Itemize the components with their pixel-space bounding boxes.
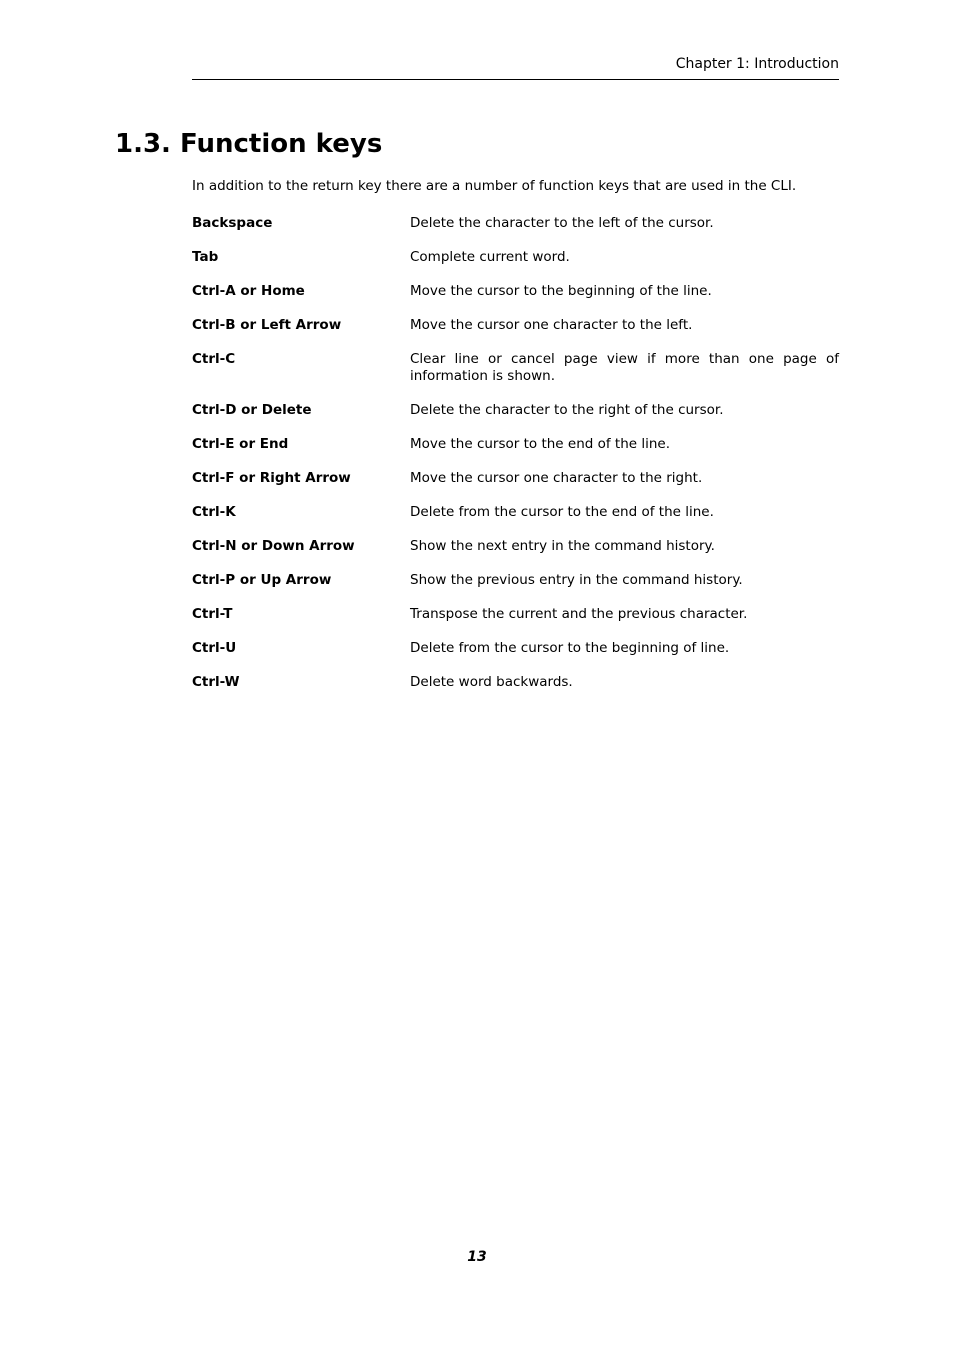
key-description: Clear line or cancel page view if more than one page of information is shown. <box>410 351 839 384</box>
key-row <box>192 470 839 487</box>
key-name: Ctrl-F or Right Arrow <box>192 470 351 486</box>
key-row <box>192 402 839 419</box>
key-row <box>192 504 839 521</box>
key-description: Show the previous entry in the command history. <box>410 572 743 588</box>
key-row <box>192 674 839 691</box>
intro-paragraph: In addition to the return key there are a number of function keys that are used in the CLI. <box>192 178 797 194</box>
key-row <box>192 606 839 623</box>
key-name: Ctrl-P or Up Arrow <box>192 572 332 588</box>
function-key-list <box>192 215 839 708</box>
key-description: Move the cursor one character to the left. <box>410 317 693 333</box>
key-row <box>192 215 839 232</box>
key-description: Complete current word. <box>410 249 570 265</box>
key-description: Move the cursor one character to the right. <box>410 470 703 486</box>
key-name: Ctrl-C <box>192 351 236 367</box>
key-name: Ctrl-T <box>192 606 233 622</box>
key-name: Ctrl-D or Delete <box>192 402 312 418</box>
chapter-title: Chapter 1: Introduction <box>675 56 839 72</box>
key-row <box>192 283 839 300</box>
key-description: Move the cursor to the beginning of the line. <box>410 283 712 299</box>
key-name: Tab <box>192 249 219 265</box>
key-name: Ctrl-A or Home <box>192 283 305 299</box>
key-row <box>192 572 839 589</box>
key-description: Transpose the current and the previous character. <box>410 606 748 622</box>
key-name: Ctrl-U <box>192 640 237 656</box>
key-name: Backspace <box>192 215 273 231</box>
key-description: Show the next entry in the command history. <box>410 538 715 554</box>
key-row <box>192 351 839 385</box>
key-description: Delete from the cursor to the end of the line. <box>410 504 714 520</box>
key-description: Delete the character to the right of the cursor. <box>410 402 724 418</box>
page-number: 13 <box>467 1249 487 1265</box>
key-row <box>192 436 839 453</box>
key-description: Move the cursor to the end of the line. <box>410 436 671 452</box>
key-description: Delete word backwards. <box>410 674 573 690</box>
section-title: 1.3. Function keys <box>115 129 383 159</box>
page-header <box>192 52 839 80</box>
key-row <box>192 317 839 334</box>
key-row <box>192 640 839 657</box>
key-description: Delete from the cursor to the beginning of line. <box>410 640 730 656</box>
key-row <box>192 249 839 266</box>
key-name: Ctrl-B or Left Arrow <box>192 317 342 333</box>
key-name: Ctrl-E or End <box>192 436 289 452</box>
key-name: Ctrl-N or Down Arrow <box>192 538 355 554</box>
key-name: Ctrl-K <box>192 504 236 520</box>
key-name: Ctrl-W <box>192 674 240 690</box>
key-row <box>192 538 839 555</box>
key-description: Delete the character to the left of the cursor. <box>410 215 714 231</box>
